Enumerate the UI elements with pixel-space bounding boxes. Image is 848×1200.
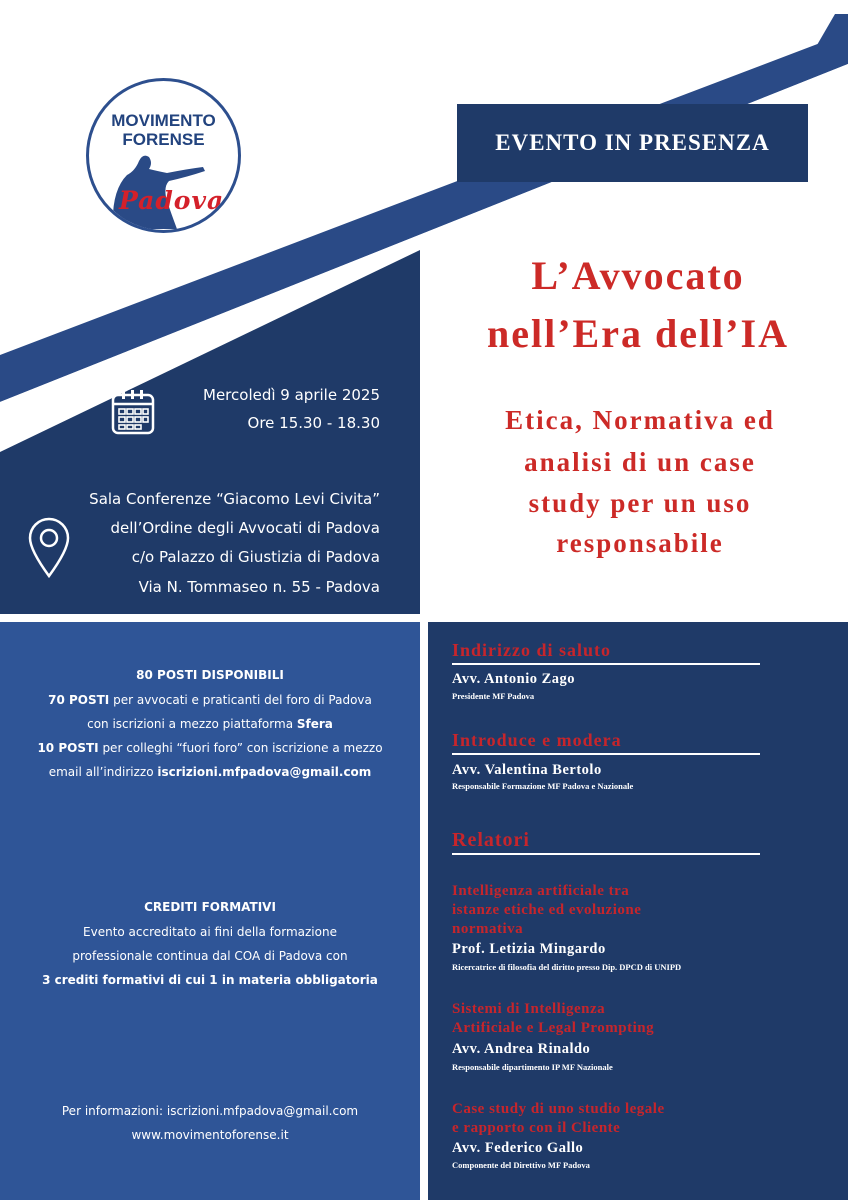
speakers-heading: Relatori [452,829,530,851]
talk2-speaker: Avv. Andrea Rinaldo [452,1041,591,1057]
seats-line-b [20,714,400,735]
location-pin-icon [26,516,72,578]
logo [86,78,241,233]
venue-line1: Sala Conferenze “Giacomo Levi Civita” [89,490,380,508]
talk2-role: Responsabile dipartimento IP MF Nazionale [452,1062,613,1072]
talk3-title-line2: e rapporto con il Cliente [452,1120,621,1136]
divider [452,663,760,665]
seats-b-text: con iscrizioni a mezzo piattaforma [87,717,297,731]
talk2-title-line2: Artificiale e Legal Prompting [452,1020,655,1036]
seats-c-bold: 10 POSTI [37,741,99,755]
greeting-heading: Indirizzo di saluto [452,640,612,660]
talk1-role: Ricercatrice di filosofia del diritto presso Dip. DPCD di UNIPD [452,962,682,972]
subtitle-line3: study per un uso [528,488,752,518]
seats-a-text: per avvocati e praticanti del foro di Padova [109,693,372,707]
logo-line2: FORENSE [122,130,205,149]
seats-line-c [20,738,400,759]
seats-heading: 80 POSTI DISPONIBILI [136,668,284,682]
subtitle-line4: responsabile [556,528,724,558]
talk1-title-line2: istanze etiche ed evoluzione [452,902,642,918]
seats-line-a [20,690,400,711]
moderator-heading: Introduce e modera [452,730,622,750]
event-badge: EVENTO IN PRESENZA [457,104,808,182]
seats-d-text: email all’indirizzo [48,765,158,779]
credits-line2: professionale continua dal COA di Padova con [72,949,348,963]
seats-line-d [20,762,400,783]
subtitle-line1: Etica, Normativa ed [505,405,775,435]
talk1-title-line3: normativa [452,921,524,937]
seats-d-email[interactable]: iscrizioni.mfpadova@gmail.com [157,765,372,779]
event-date: Mercoledì 9 aprile 2025 [203,386,380,404]
talk3-speaker: Avv. Federico Gallo [452,1140,584,1156]
talk3-role: Componente del Direttivo MF Padova [452,1160,590,1170]
talk3-title-line1: Case study di uno studio legale [452,1101,665,1117]
credits-line1: Evento accreditato ai fini della formazione [83,925,337,939]
talk1-title-line1: Intelligenza artificiale tra [452,883,630,899]
greeting-name: Avv. Antonio Zago [452,671,576,687]
seats-c-text: per colleghi “fuori foro” con iscrizione a mezzo [98,741,383,755]
credits-heading: CREDITI FORMATIVI [144,900,276,914]
subtitle-line2: analisi di un case [524,447,756,477]
title-line1: L’Avvocato [531,253,745,298]
calendar-icon [111,389,155,435]
talk2-title-line1: Sistemi di Intelligenza [452,1001,606,1017]
seats-a-bold: 70 POSTI [48,693,110,707]
info-website[interactable]: www.movimentoforense.it [131,1128,289,1142]
title-line2: nell’Era dell’IA [487,311,789,356]
seats-b-bold: Sfera [296,717,333,731]
logo-script: Padova [119,186,225,215]
divider [452,753,760,755]
moderator-role: Responsabile Formazione MF Padova e Nazionale [452,781,634,791]
info-email[interactable]: Per informazioni: iscrizioni.mfpadova@gmail.com [61,1104,359,1118]
divider [452,853,760,855]
venue-line3: c/o Palazzo di Giustizia di Padova [131,548,380,566]
event-time: Ore 15.30 - 18.30 [247,414,380,432]
moderator-name: Avv. Valentina Bertolo [452,762,602,778]
venue-line4: Via N. Tommaseo n. 55 - Padova [138,578,380,596]
logo-line1: MOVIMENTO [111,111,216,130]
venue-line2: dell’Ordine degli Avvocati di Padova [110,519,380,537]
credits-line3: 3 crediti formativi di cui 1 in materia obbligatoria [42,973,378,987]
talk1-speaker: Prof. Letizia Mingardo [452,941,606,957]
greeting-role: Presidente MF Padova [452,691,535,701]
